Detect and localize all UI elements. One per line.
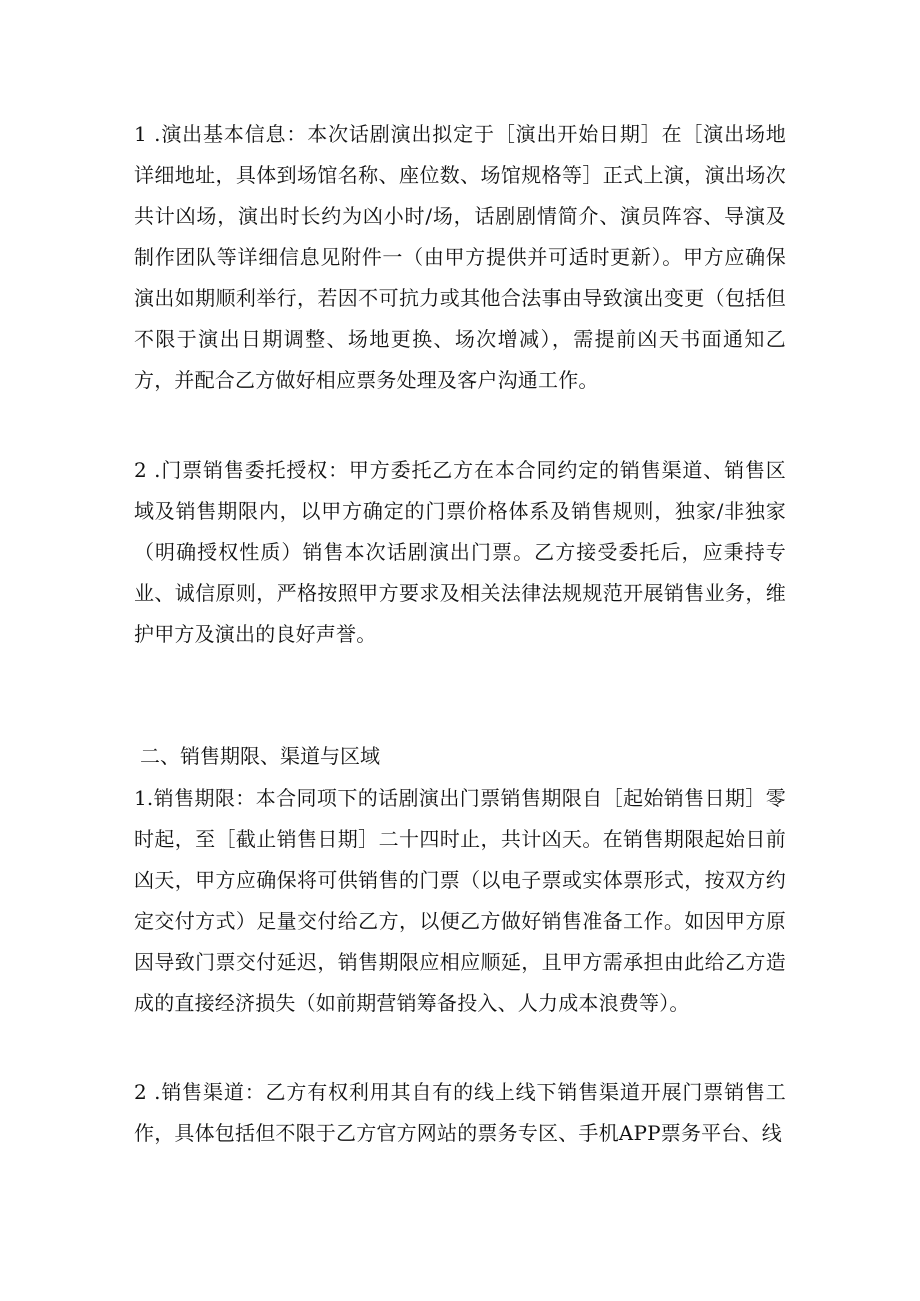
section1-item2 [134, 450, 786, 655]
section2-heading: 二、销售期限、渠道与区域 [140, 744, 380, 768]
paragraph-sales-channels: 2 .销售渠道：乙方有权利用其自有的线上线下销售渠道开展门票销售工作，具体包括但不限于乙方官方网站的票务专区、手机APP票务平台、线 [134, 1080, 786, 1145]
paragraph-performance-info: 1 .演出基本信息：本次话剧演出拟定于［演出开始日期］在［演出场地详细地址，具体到场馆名称、座位数、场馆规格等］正式上演，演出场次共计凶场，演出时长约为凶小时/场，话剧剧情简介、演员阵容、导演及制作团队等详细信息见附件一（由甲方提供并可适时更新）。甲方应确保演出如期顺利举行，若因不可抗力或其他合法事由导致演出变更（包括但不限于演出日期调整、场地更换、场次增减），需提前凶天书面通知乙方，并配合乙方做好相应票务处理及客户沟通工作。 [134, 122, 786, 392]
section2-item1 [134, 778, 786, 1024]
paragraph-ticket-authorization: 2 .门票销售委托授权：甲方委托乙方在本合同约定的销售渠道、销售区域及销售期限内，以甲方确定的门票价格体系及销售规则，独家/非独家（明确授权性质）销售本次话剧演出门票。乙方接受委托后，应秉持专业、诚信原则，严格按照甲方要求及相关法律法规规范开展销售业务，维护甲方及演出的良好声誉。 [134, 458, 786, 646]
section1-item1 [134, 114, 786, 401]
section2-item2 [134, 1072, 786, 1154]
paragraph-sales-period: 1.销售期限：本合同项下的话剧演出门票销售期限自［起始销售日期］零时起，至［截止销售日期］二十四时止，共计凶天。在销售期限起始日前凶天，甲方应确保将可供销售的门票（以电子票或实体票形式，按双方约定交付方式）足量交付给乙方，以便乙方做好销售准备工作。如因甲方原因导致门票交付延迟，销售期限应相应顺延，且甲方需承担由此给乙方造成的直接经济损失（如前期营销筹备投入、人力成本浪费等）。 [134, 786, 786, 1015]
